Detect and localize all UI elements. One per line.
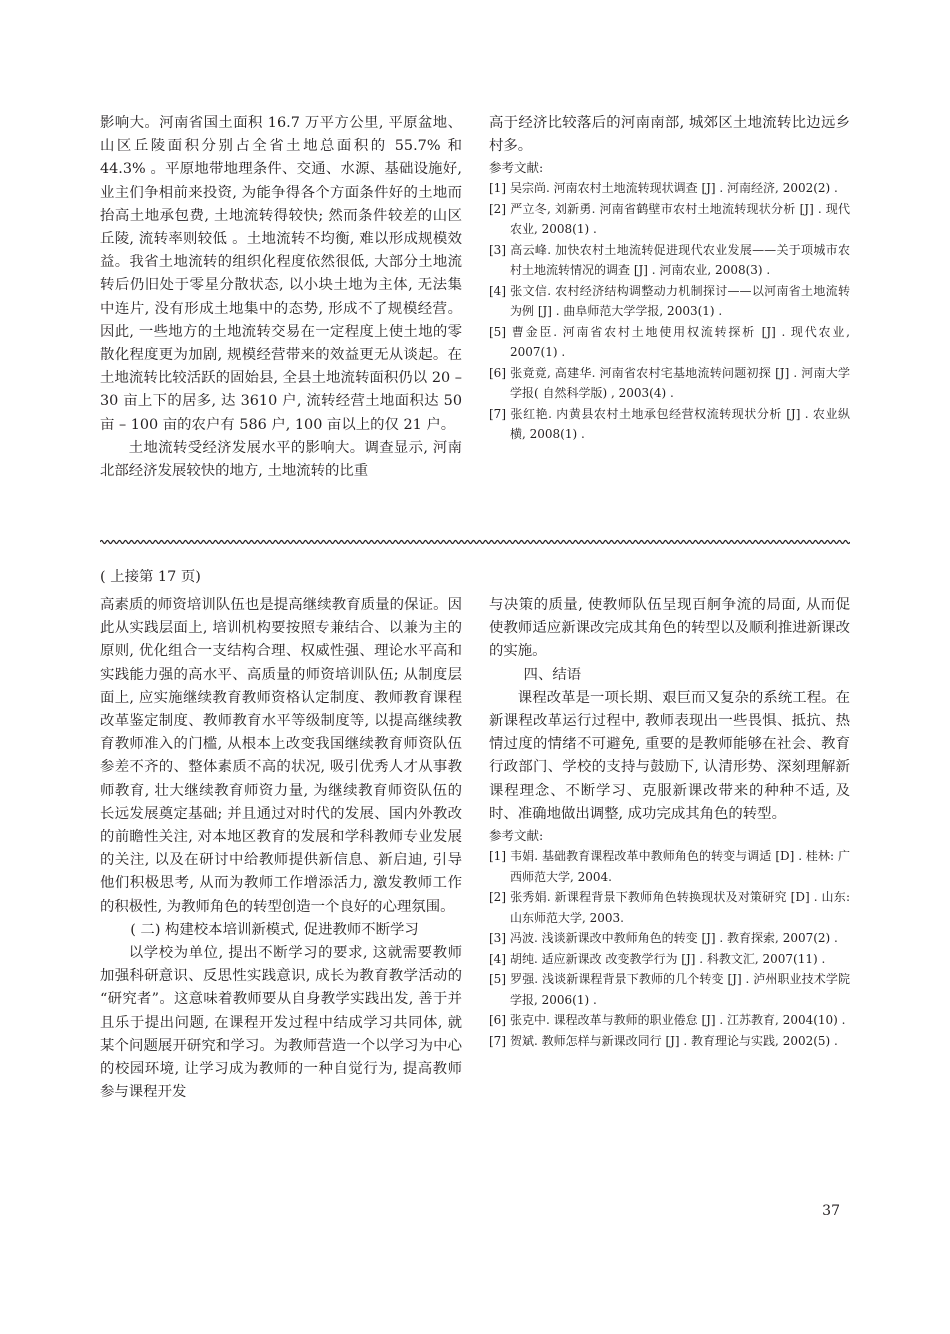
reference-text: 胡纯. 适应新课改 改变教学行为 [J] . 科教文汇, 2007(11) . <box>510 951 826 966</box>
reference-number: [4] <box>489 283 506 298</box>
reference-text: 张秀娟. 新课程背景下教师角色转换现状及对策研究 [D] . 山东: 山东师范大学, 2003. <box>510 890 850 925</box>
reference-number: [3] <box>489 931 506 946</box>
reference-item <box>489 1031 850 1052</box>
body-paragraph: 影响大。河南省国土面积 16.7 万平方公里, 平原盆地、山区丘陵面积分别占全省土地总面积的 55.7% 和 44.3% 。平原地带地理条件、交通、水源、基础设施好, 业主们争相前来投资, 为能争得各个方面条件好的土地而抬高土地承包费, 土地流转得较快; 然而条件较差的山区丘陵, 流转率则较低 。土地流转不均衡, 难以形成规模效益。我省土地流转的组织化程度依然很低, 大部分土地流转后仍旧处于零星分散状态, 以小块土地为主体, 无法集中连片, 没有形成土地集中的态势, 形成不了规模经营。因此, 一些地方的土地流转交易在一定程度上使土地的零散化程度更为加剧, 规模经营带来的效益更无从谈起。在土地流转比较活跃的固始县, 全县土地流转面积仍以 20 – 30 亩上下的居多, 达 3610 户, 流转经营土地面积达 50 亩 – 100 亩的农户有 586 户, 100 亩以上的仅 21 户。 <box>100 115 462 433</box>
top-right-column <box>489 112 850 445</box>
reference-text: 严立冬, 刘新勇. 河南省鹤壁市农村土地流转现状分析 [J] . 现代农业, 2008(1) . <box>510 201 850 237</box>
reference-number: [2] <box>489 890 506 905</box>
reference-text: 张文信. 农村经济结构调整动力机制探讨——以河南省土地流转为例 [J] . 曲阜师范大学学报, 2003(1) . <box>510 283 850 319</box>
reference-item <box>489 178 850 199</box>
reference-text: 张克中. 课程改革与教师的职业倦怠 [J] . 江苏教育, 2004(10) . <box>510 1013 846 1028</box>
reference-text: 吴宗尚. 河南农村土地流转现状调查 [J] . 河南经济, 2002(2) . <box>510 181 838 196</box>
reference-number: [2] <box>489 201 506 216</box>
reference-item <box>489 846 850 887</box>
reference-number: [6] <box>489 1013 506 1028</box>
reference-text: 高云峰. 加快农村土地流转促进现代农业发展——关于项城市农村土地流转情况的调查 [J] . 河南农业, 2008(3) . <box>510 242 850 278</box>
bottom-left-column <box>100 594 462 1104</box>
reference-text: 张竟竟, 高建华. 河南省农村宅基地流转问题初探 [J] . 河南大学学报( 自然科学版) , 2003(4) . <box>510 365 850 401</box>
references-heading: 参考文献: <box>489 828 544 844</box>
page-number: 37 <box>822 1203 840 1219</box>
wavy-divider <box>100 537 850 547</box>
reference-number: [3] <box>489 242 506 257</box>
body-paragraph: 与决策的质量, 使教师队伍呈现百舸争流的局面, 从而促使教师适应新课改完成其角色的转型以及顺利推进新课改的实施。 <box>489 597 850 660</box>
reference-number: [5] <box>489 324 506 339</box>
references-heading: 参考文献: <box>489 160 544 176</box>
reference-item <box>489 199 850 240</box>
reference-item <box>489 322 850 363</box>
reference-text: 韦娟. 基础教育课程改革中教师角色的转变与调适 [D] . 桂林: 广西师范大学, 2004. <box>510 849 850 884</box>
reference-number: [6] <box>489 365 506 380</box>
reference-number: [4] <box>489 951 506 966</box>
reference-item <box>489 928 850 949</box>
reference-item <box>489 404 850 445</box>
references-list <box>489 178 850 445</box>
reference-item <box>489 240 850 281</box>
reference-number: [1] <box>489 849 506 864</box>
reference-item <box>489 363 850 404</box>
bottom-right-column <box>489 594 850 1051</box>
reference-item <box>489 1010 850 1031</box>
reference-text: 贺斌. 教师怎样与新课改同行 [J] . 教育理论与实践, 2002(5) . <box>510 1033 838 1048</box>
continuation-label: ( 上接第 17 页) <box>100 569 201 585</box>
body-paragraph: 以学校为单位, 提出不断学习的要求, 这就需要教师加强科研意识、反思性实践意识, 成长为教育教学活动的 “研究者”。这意味着教师要从自身教学实践出发, 善于并且乐于提出问题, 在课程开发过程中结成学习共同体, 就某个问题展开研究和学习。为教师营造一个以学习为中心的校园环境, 让学习成为教师的一种自觉行为, 提高教师参与课程开发 <box>100 945 462 1101</box>
reference-item <box>489 949 850 970</box>
section-title: 四、结语 <box>523 666 582 683</box>
body-paragraph: 土地流转受经济发展水平的影响大。调查显示, 河南北部经济发展较快的地方, 土地流转的比重 <box>100 439 462 480</box>
reference-item <box>489 969 850 1010</box>
reference-text: 张红艳. 内黄县农村土地承包经营权流转现状分析 [J] . 农业纵横, 2008(1) . <box>510 406 850 442</box>
reference-number: [1] <box>489 181 506 196</box>
reference-number: [7] <box>489 1033 506 1048</box>
section-subheading: ( 二) 构建校本培训新模式, 促进教师不断学习 <box>130 921 419 938</box>
reference-item <box>489 281 850 322</box>
reference-text: 曹金臣. 河南省农村土地使用权流转探析 [J] . 现代农业, 2007(1) . <box>510 324 850 360</box>
body-paragraph: 高于经济比较落后的河南南部, 城郊区土地流转比边远乡村多。 <box>489 115 850 155</box>
body-paragraph: 课程改革是一项长期、艰巨而又复杂的系统工程。在新课程改革运行过程中, 教师表现出一些畏惧、抵抗、热情过度的情绪不可避免, 重要的是教师能够在社会、教育行政部门、学校的支持与鼓励下, 认清形势、深刻理解新课程理念、不断学习、克服新课改带来的种种不适, 及时、准确地做出调整, 成功完成其角色的转型。 <box>489 689 850 822</box>
reference-item <box>489 887 850 928</box>
reference-number: [7] <box>489 406 506 421</box>
top-left-column <box>100 112 462 483</box>
reference-text: 冯波. 浅谈新课改中教师角色的转变 [J] . 教育探索, 2007(2) . <box>510 931 838 946</box>
reference-text: 罗强. 浅谈新课程背景下教师的几个转变 [J] . 泸州职业技术学院学报, 2006(1) . <box>510 972 850 1007</box>
references-list <box>489 846 850 1051</box>
body-paragraph: 高素质的师资培训队伍也是提高继续教育质量的保证。因此从实践层面上, 培训机构要按照专兼结合、以兼为主的原则, 优化组合一支结构合理、权威性强、理论水平高和实践能力强的高水平、高质量的师资培训队伍; 从制度层面上, 应实施继续教育教师资格认定制度、教师教育课程改革鉴定制度、教师教育水平等级制度等, 以提高继续教育教师准入的门槛, 从根本上改变我国继续教育师资队伍参差不齐的、整体素质不高的状况, 吸引优秀人才从事教师教育, 壮大继续教育师资力量, 为继续教育师资队伍的长远发展奠定基础; 并且通过对时代的发展、国内外教改的前瞻性关注, 对本地区教育的发展和学科教师专业发展的关注, 以及在研讨中给教师提供新信息、新启迪, 引导他们积极思考, 从而为教师工作增添活力, 激发教师工作的积极性, 为教师角色的转型创造一个良好的心理氛围。 <box>100 597 462 915</box>
reference-number: [5] <box>489 972 506 987</box>
